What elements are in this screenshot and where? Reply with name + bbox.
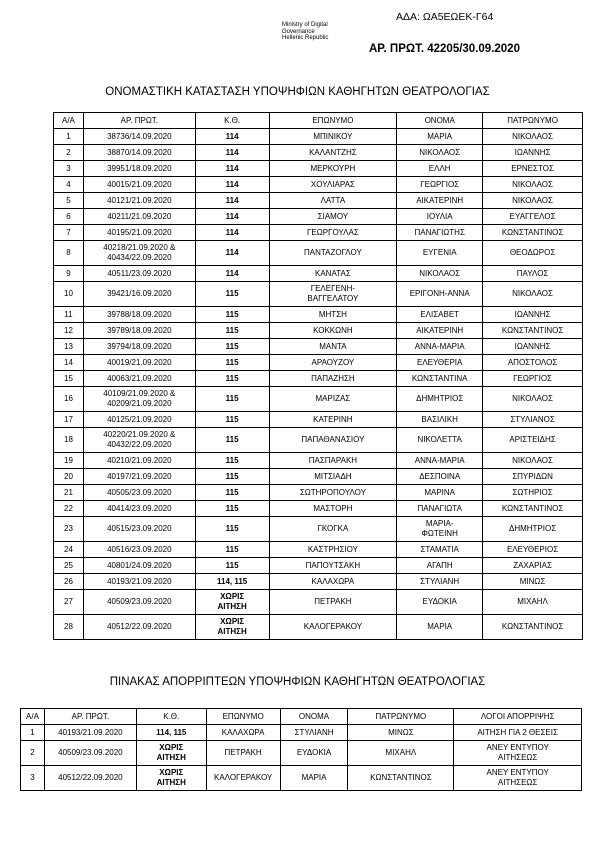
table-cell: ΑΝΝΑ-ΜΑΡΙΑ (397, 453, 483, 469)
table-cell: 115 (195, 387, 269, 412)
table-cell: ΝΙΚΟΛΕΤΤΑ (397, 428, 483, 453)
table-row (54, 558, 583, 574)
table-cell: 115 (195, 485, 269, 501)
table-cell: 40512/22.09.2020 (83, 615, 195, 640)
table-cell: ΑΡΙΣΤΕΙΔΗΣ (483, 428, 583, 453)
table-cell: 27 (54, 590, 84, 615)
table-row (21, 725, 582, 741)
table-row (54, 574, 583, 590)
table-cell: ΚΟΚΚΩΝΗ (269, 323, 397, 339)
table-row (54, 517, 583, 542)
table-cell: 39788/18.09.2020 (83, 307, 195, 323)
table-cell: ΧΩΡΙΣ ΑΙΤΗΣΗ (195, 615, 269, 640)
table2-title: ΠΙΝΑΚΑΣ ΑΠΟΡΡΙΠΤΕΩΝ ΥΠΟΨΗΦΙΩΝ ΚΑΘΗΓΗΤΩΝ ΘΕΑΤΡΟΛΟΓΙΑΣ (109, 676, 486, 688)
table-cell: ΑΡΑΟΥΖΟΥ (269, 355, 397, 371)
table-cell: ΣΤΥΛΙΑΝΗ (280, 725, 348, 741)
table-cell: 114 (195, 225, 269, 241)
table-cell: ΠΑΠΟΥΤΣΑΚΗ (269, 558, 397, 574)
ministry-line: Hellenic Republic (282, 35, 329, 41)
table-row (21, 766, 582, 791)
table-cell: 40218/21.09.2020 & 40434/22.09.2020 (83, 241, 195, 266)
table-cell: 40210/21.09.2020 (83, 453, 195, 469)
table-cell: ΚΑΣΤΡΗΣΙΟΥ (269, 542, 397, 558)
table-cell: ΜΑΡΙΝΑ (397, 485, 483, 501)
table-cell: 19 (54, 453, 84, 469)
table-cell: ΜΙΤΣΙΑΔΗ (269, 469, 397, 485)
column-header: ΑΡ. ΠΡΩΤ. (44, 709, 136, 725)
table-cell: ΓΕΩΡΓΟΥΛΑΣ (269, 225, 397, 241)
table-cell: ΚΑΛΑΝΤΖΗΣ (269, 145, 397, 161)
table-row (54, 209, 583, 225)
table-row (54, 355, 583, 371)
table-row (54, 590, 583, 615)
table-cell: 7 (54, 225, 84, 241)
table-cell: 115 (195, 501, 269, 517)
table-cell: 115 (195, 428, 269, 453)
table-cell: ΕΛΛΗ (397, 161, 483, 177)
table-cell: ΠΑΥΛΟΣ (483, 266, 583, 282)
table-cell: ΜΑΡΙΑ (397, 129, 483, 145)
table-cell: 8 (54, 241, 84, 266)
table-cell: ΓΚΟΓΚΑ (269, 517, 397, 542)
table-cell: 114 (195, 193, 269, 209)
table-cell: 40505/23.09.2020 (83, 485, 195, 501)
table-cell: ΙΩΑΝΝΗΣ (483, 307, 583, 323)
table-cell: 115 (195, 542, 269, 558)
table-cell: ΜΕΡΚΟΥΡΗ (269, 161, 397, 177)
table-cell: 4 (54, 177, 84, 193)
table-cell: ΕΡΝΕΣΤΟΣ (483, 161, 583, 177)
table-cell: 40512/22.09.2020 (44, 766, 136, 791)
table-cell: 39789/18.09.2020 (83, 323, 195, 339)
table-cell: 28 (54, 615, 84, 640)
table-cell: 40125/21.09.2020 (83, 412, 195, 428)
table-cell: ΕΡΙΓΟΝΗ-ΑΝΝΑ (397, 282, 483, 307)
column-header: ΛΟΓΟΙ ΑΠΟΡΡΙΨΗΣ (454, 709, 582, 725)
table-cell: ΜΙΧΑΗΛ (483, 590, 583, 615)
table-cell: ΜΑΡΙΖΑΣ (269, 387, 397, 412)
table-cell: ΠΑΠΑΖΗΣΗ (269, 371, 397, 387)
table-cell: 115 (195, 469, 269, 485)
table-cell: ΚΩΝΣΤΑΝΤΙΝΟΣ (483, 225, 583, 241)
table-cell: 115 (195, 282, 269, 307)
table-cell: 40109/21.09.2020 & 40209/21.09.2020 (83, 387, 195, 412)
column-header: ΕΠΩΝΥΜΟ (269, 113, 397, 129)
table-cell: ΑΠΟΣΤΟΛΟΣ (483, 355, 583, 371)
table-cell: 40195/21.09.2020 (83, 225, 195, 241)
table-cell: 40019/21.09.2020 (83, 355, 195, 371)
table-cell: ΜΙΧΑΗΛ (348, 741, 454, 766)
table-cell: 40121/21.09.2020 (83, 193, 195, 209)
table-cell: 39951/18.09.2020 (83, 161, 195, 177)
ministry-line: Ministry of Digital (282, 22, 328, 28)
table-cell: ΝΙΚΟΛΑΟΣ (483, 193, 583, 209)
table-cell: ΚΩΝΣΤΑΝΤΙΝΟΣ (483, 615, 583, 640)
table-cell: ΘΕΟΔΩΡΟΣ (483, 241, 583, 266)
table-cell: 114 (195, 266, 269, 282)
ada-code: ΑΔΑ: ΩΑ5ΕΩΕΚ-Γ64 (396, 11, 494, 23)
table-cell: ΛΑΤΤΑ (269, 193, 397, 209)
table-row (54, 501, 583, 517)
column-header: ΟΝΟΜΑ (397, 113, 483, 129)
table-cell: 114, 115 (136, 725, 206, 741)
table-cell: 2 (21, 741, 45, 766)
table-cell: 11 (54, 307, 84, 323)
table-cell: 114 (195, 145, 269, 161)
table-cell: 114 (195, 177, 269, 193)
table-cell: ΣΤΑΜΑΤΙΑ (397, 542, 483, 558)
table-cell: 38736/14.09.2020 (83, 129, 195, 145)
table-row (54, 453, 583, 469)
table-cell: 115 (195, 339, 269, 355)
table-cell: ΑΙΚΑΤΕΡΙΝΗ (397, 323, 483, 339)
table-cell: ΜΙΝΩΣ (483, 574, 583, 590)
protocol-number: ΑΡ. ΠΡΩΤ. 42205/30.09.2020 (369, 43, 520, 55)
table-row (54, 339, 583, 355)
table-cell: 13 (54, 339, 84, 355)
table-cell: ΣΙΑΜΟΥ (269, 209, 397, 225)
table-cell: ΑΓΑΠΗ (397, 558, 483, 574)
table-cell: ΕΛΕΥΘΕΡΙΟΣ (483, 542, 583, 558)
table-cell: ΕΥΔΟΚΙΑ (397, 590, 483, 615)
table-cell: 3 (54, 161, 84, 177)
table-cell: 16 (54, 387, 84, 412)
table-cell: ΠΑΝΑΓΙΩΤΑ (397, 501, 483, 517)
table-cell: ΚΑΛΟΓΕΡΑΚΟΥ (206, 766, 280, 791)
table-cell: 20 (54, 469, 84, 485)
table-cell: ΜΑΝΤΑ (269, 339, 397, 355)
table-cell: ΕΛΕΥΘΕΡΙΑ (397, 355, 483, 371)
table-row (21, 741, 582, 766)
table-header-row (54, 113, 583, 129)
table-cell: ΕΥΓΕΝΙΑ (397, 241, 483, 266)
table-cell: 114, 115 (195, 574, 269, 590)
table-cell: ΠΑΣΠΑΡΑΚΗ (269, 453, 397, 469)
column-header: ΠΑΤΡΩΝΥΜΟ (483, 113, 583, 129)
table-cell: 40511/23.09.2020 (83, 266, 195, 282)
table-cell: ΝΙΚΟΛΑΟΣ (483, 387, 583, 412)
table-row (54, 485, 583, 501)
table-cell: ΚΑΛΑΧΩΡΑ (269, 574, 397, 590)
table-cell: 9 (54, 266, 84, 282)
candidates-table (53, 112, 583, 640)
table-cell: 40509/23.09.2020 (44, 741, 136, 766)
table-cell: ΙΩΑΝΝΗΣ (483, 145, 583, 161)
column-header: ΕΠΩΝΥΜΟ (206, 709, 280, 725)
table-cell: ΝΙΚΟΛΑΟΣ (483, 129, 583, 145)
table-cell: 1 (54, 129, 84, 145)
table-header-row (21, 709, 582, 725)
table-cell: 40063/21.09.2020 (83, 371, 195, 387)
table-cell: ΕΛΙΣΑΒΕΤ (397, 307, 483, 323)
table-row (54, 469, 583, 485)
table-cell: ΙΩΑΝΝΗΣ (483, 339, 583, 355)
table-cell: ΔΗΜΗΤΡΙΟΣ (397, 387, 483, 412)
table-cell: ΑΝΝΑ-ΜΑΡΙΑ (397, 339, 483, 355)
rejected-table (20, 708, 582, 791)
table-cell: ΖΑΧΑΡΙΑΣ (483, 558, 583, 574)
table-cell: ΓΕΛΕΓΕΝΗ- ΒΑΓΓΕΛΑΤΟΥ (269, 282, 397, 307)
table-cell: 15 (54, 371, 84, 387)
table-row (54, 307, 583, 323)
table-cell: 3 (21, 766, 45, 791)
table-row (54, 193, 583, 209)
column-header: Α/Α (21, 709, 45, 725)
table-cell: ΧΩΡΙΣ ΑΙΤΗΣΗ (136, 766, 206, 791)
table-cell: ΚΑΝΑΤΑΣ (269, 266, 397, 282)
table-cell: ΔΗΜΗΤΡΙΟΣ (483, 517, 583, 542)
table-cell: 2 (54, 145, 84, 161)
table-cell: ΣΤΥΛΙΑΝΟΣ (483, 412, 583, 428)
table-cell: 40193/21.09.2020 (44, 725, 136, 741)
table-cell: ΠΕΤΡΑΚΗ (206, 741, 280, 766)
table-cell: 40801/24.09.2020 (83, 558, 195, 574)
table-cell: 10 (54, 282, 84, 307)
table-cell: ΠΑΝΤΑΖΟΓΛΟΥ (269, 241, 397, 266)
table-cell: 115 (195, 355, 269, 371)
table-cell: 24 (54, 542, 84, 558)
table-cell: 21 (54, 485, 84, 501)
table-cell: ΣΩΤΗΡΙΟΣ (483, 485, 583, 501)
table-cell: ΠΑΠΑΘΑΝΑΣΙΟΥ (269, 428, 397, 453)
table-row (54, 241, 583, 266)
table-cell: ΝΙΚΟΛΑΟΣ (483, 453, 583, 469)
table-cell: ΜΑΡΙΑ (280, 766, 348, 791)
table-cell: ΓΕΩΡΓΙΟΣ (483, 371, 583, 387)
table-cell: ΑΙΚΑΤΕΡΙΝΗ (397, 193, 483, 209)
table-cell: 40509/23.09.2020 (83, 590, 195, 615)
table-cell: 40516/23.09.2020 (83, 542, 195, 558)
table-cell: 40193/21.09.2020 (83, 574, 195, 590)
table-cell: ΝΙΚΟΛΑΟΣ (397, 266, 483, 282)
table-cell: ΔΕΣΠΟΙΝΑ (397, 469, 483, 485)
table-cell: ΜΗΤΣΗ (269, 307, 397, 323)
table-row (54, 387, 583, 412)
column-header: ΠΑΤΡΩΝΥΜΟ (348, 709, 454, 725)
table-cell: 25 (54, 558, 84, 574)
table-row (54, 412, 583, 428)
column-header: Α/Α (54, 113, 84, 129)
table-cell: 115 (195, 558, 269, 574)
table-cell: ΜΠΙΝΙΚΟΥ (269, 129, 397, 145)
table-cell: 40414/23.09.2020 (83, 501, 195, 517)
table-cell: 39794/18.09.2020 (83, 339, 195, 355)
table-cell: ΜΑΣΤΟΡΗ (269, 501, 397, 517)
table-cell: 40211/21.09.2020 (83, 209, 195, 225)
table-row (54, 371, 583, 387)
table-cell: ΜΑΡΙΑ (397, 615, 483, 640)
table-row (54, 428, 583, 453)
table-cell: ΝΙΚΟΛΑΟΣ (483, 177, 583, 193)
ministry-stamp (282, 22, 328, 42)
table-cell: ΚΩΝΣΤΑΝΤΙΝΟΣ (483, 323, 583, 339)
table-row (54, 615, 583, 640)
table-row (54, 161, 583, 177)
table-cell: 115 (195, 412, 269, 428)
table-cell: 115 (195, 371, 269, 387)
table-cell: 26 (54, 574, 84, 590)
column-header: ΟΝΟΜΑ (280, 709, 348, 725)
table-cell: ΚΑΛΟΓΕΡΑΚΟΥ (269, 615, 397, 640)
table-cell: 114 (195, 129, 269, 145)
table-cell: 115 (195, 307, 269, 323)
table-cell: ΜΙΝΩΣ (348, 725, 454, 741)
table-cell: ΙΟΥΛΙΑ (397, 209, 483, 225)
table-row (54, 129, 583, 145)
table-cell: ΧΩΡΙΣ ΑΙΤΗΣΗ (195, 590, 269, 615)
table-cell: 17 (54, 412, 84, 428)
table-cell: ΧΟΥΛΙΑΡΑΣ (269, 177, 397, 193)
table-cell: ΓΕΩΡΓΙΟΣ (397, 177, 483, 193)
table-cell: 23 (54, 517, 84, 542)
table-row (54, 177, 583, 193)
table-cell: ΑΝΕΥ ΕΝΤΥΠΟΥ ΑΙΤΗΣΕΩΣ (454, 741, 582, 766)
table-cell: 115 (195, 517, 269, 542)
table-cell: ΑΝΕΥ ΕΝΤΥΠΟΥ ΑΙΤΗΣΕΩΣ (454, 766, 582, 791)
table-cell: ΚΑΤΕΡΙΝΗ (269, 412, 397, 428)
table-cell: 115 (195, 453, 269, 469)
ministry-line: Governance (282, 28, 315, 35)
table-cell: 1 (21, 725, 45, 741)
table-cell: ΚΩΝΣΤΑΝΤΙΝΟΣ (348, 766, 454, 791)
column-header: ΑΡ. ΠΡΩΤ. (83, 113, 195, 129)
table-row (54, 542, 583, 558)
table-cell: 6 (54, 209, 84, 225)
table-cell: ΠΕΤΡΑΚΗ (269, 590, 397, 615)
table-cell: 40515/23.09.2020 (83, 517, 195, 542)
table-row (54, 266, 583, 282)
table-cell: ΑΙΤΗΣΗ ΓΙΑ 2 ΘΕΣΕΙΣ (454, 725, 582, 741)
table-cell: 40220/21.09.2020 & 40432/22.09.2020 (83, 428, 195, 453)
table-cell: 22 (54, 501, 84, 517)
table-cell: ΝΙΚΟΛΑΟΣ (483, 282, 583, 307)
table-cell: 40015/21.09.2020 (83, 177, 195, 193)
table-cell: ΝΙΚΟΛΑΟΣ (397, 145, 483, 161)
table-cell: ΕΥΔΟΚΙΑ (280, 741, 348, 766)
table-row (54, 323, 583, 339)
table-cell: ΣΩΤΗΡΟΠΟΥΛΟΥ (269, 485, 397, 501)
table1-title: ΟΝΟΜΑΣΤΙΚΗ ΚΑΤΑΣΤΑΣΗ ΥΠΟΨΗΦΙΩΝ ΚΑΘΗΓΗΤΩΝ ΘΕΑΤΡΟΛΟΓΙΑΣ (105, 86, 490, 98)
table-row (54, 145, 583, 161)
table-cell: ΚΑΛΑΧΩΡΑ (206, 725, 280, 741)
table-cell: 40197/21.09.2020 (83, 469, 195, 485)
table-cell: 114 (195, 209, 269, 225)
table-cell: 38870/14.09.2020 (83, 145, 195, 161)
table-cell: 115 (195, 323, 269, 339)
table-cell: 39421/16.09.2020 (83, 282, 195, 307)
table-cell: ΚΩΝΣΤΑΝΤΙΝΑ (397, 371, 483, 387)
table-cell: ΧΩΡΙΣ ΑΙΤΗΣΗ (136, 741, 206, 766)
table-cell: ΕΥΑΓΓΕΛΟΣ (483, 209, 583, 225)
column-header: Κ.Θ. (195, 113, 269, 129)
table-cell: 114 (195, 241, 269, 266)
table-cell: 18 (54, 428, 84, 453)
table-cell: ΒΑΣΙΛΙΚΗ (397, 412, 483, 428)
table-cell: 114 (195, 161, 269, 177)
table-cell: ΣΤΥΛΙΑΝΗ (397, 574, 483, 590)
table-cell: 12 (54, 323, 84, 339)
table-cell: ΜΑΡΙΑ- ΦΩΤΕΙΝΗ (397, 517, 483, 542)
table-row (54, 282, 583, 307)
table-cell: 5 (54, 193, 84, 209)
table-row (54, 225, 583, 241)
table-cell: ΠΑΝΑΓΙΩΤΗΣ (397, 225, 483, 241)
table-cell: 14 (54, 355, 84, 371)
table-cell: ΣΠΥΡΙΔΩΝ (483, 469, 583, 485)
table-cell: ΚΩΝΣΤΑΝΤΙΝΟΣ (483, 501, 583, 517)
column-header: Κ.Θ. (136, 709, 206, 725)
